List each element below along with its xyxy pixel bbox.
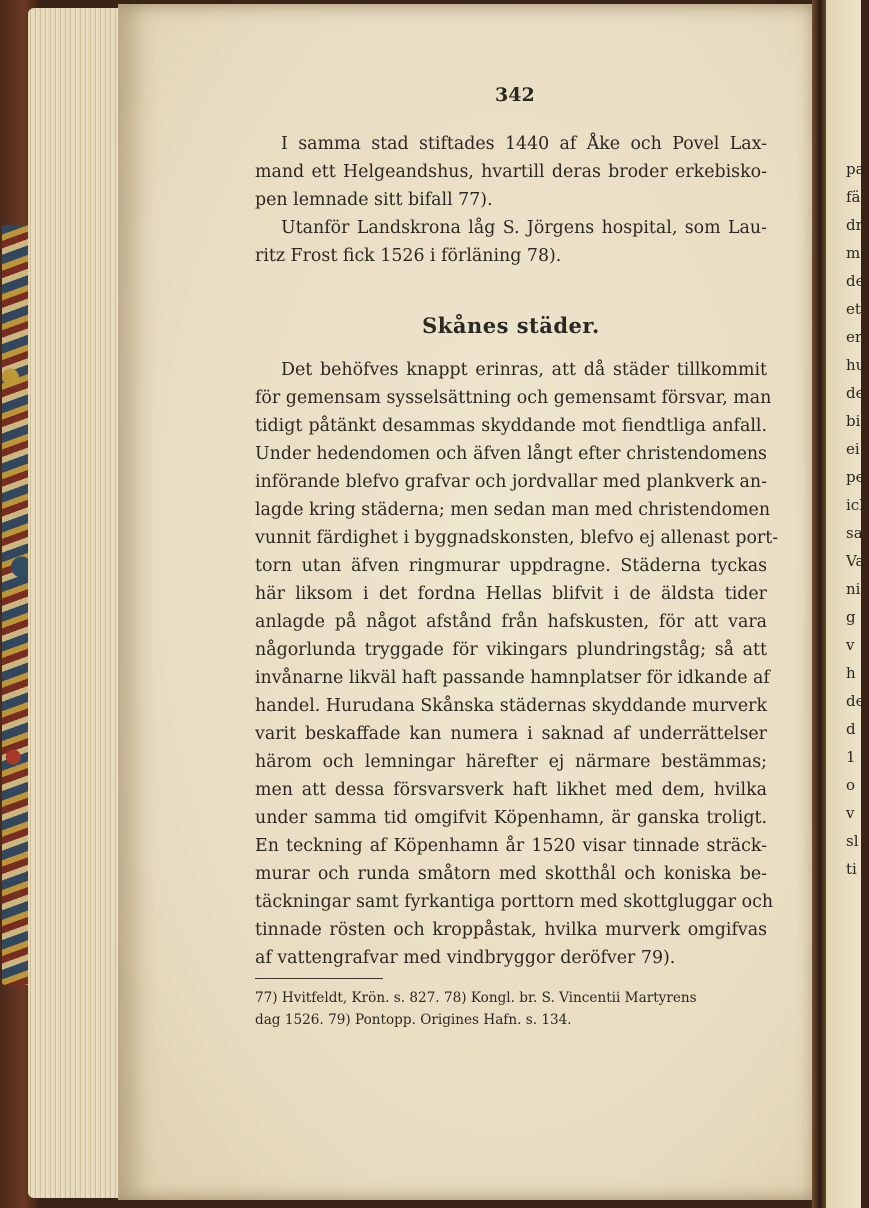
- text-line: handel. Hurudana Skånska städernas skyddande murverk: [255, 696, 767, 716]
- text-line: lagde kring städerna; men sedan man med christendomen: [255, 500, 771, 520]
- facing-page-fragment: fä: [846, 188, 861, 206]
- text-line: I samma stad stiftades 1440 af Åke och Povel Lax-: [281, 134, 767, 154]
- text-line: tinnade rösten och kroppåstak, hvilka murverk omgifvas: [255, 920, 767, 940]
- footnote-line: dag 1526. 79) Pontopp. Origines Hafn. s. 134.: [255, 1012, 572, 1028]
- facing-page-fragment: v: [846, 804, 855, 822]
- facing-page-fragment: dr: [846, 216, 863, 234]
- section-heading: Skånes städer.: [422, 313, 600, 338]
- text-line: varit beskaffade kan numera i saknad af underrättelser: [255, 724, 767, 744]
- text-line: för gemensam sysselsättning och gemensamt försvar, man: [255, 388, 772, 408]
- facing-page-fragment: o: [846, 776, 856, 794]
- facing-page-fragment: de: [846, 384, 865, 402]
- text-line: här liksom i det fordna Hellas blifvit i de äldsta tider: [255, 584, 767, 604]
- text-line: tidigt påtänkt desammas skyddande mot fiendtliga anfall.: [255, 416, 767, 436]
- top-paragraphs: [255, 130, 767, 270]
- facing-page-fragment: 1: [846, 748, 856, 766]
- facing-page-fragment: pa: [846, 160, 865, 178]
- facing-page-fragment: ni: [846, 580, 861, 598]
- facing-page-fragment: et: [846, 300, 861, 318]
- text-line: Under hedendomen och äfven långt efter christendomens: [255, 444, 767, 464]
- text-line: torn utan äfven ringmurar uppdragne. Städerna tyckas: [255, 556, 767, 576]
- text-line: murar och runda småtorn med skotthål och koniska be-: [255, 864, 767, 884]
- facing-page-fragment: v: [846, 636, 855, 654]
- footnote-line: 77) Hvitfeldt, Krön. s. 827. 78) Kongl. br. S. Vincentii Martyrens: [255, 990, 697, 1006]
- facing-page-fragment: me: [846, 244, 869, 262]
- text-line: pen lemnade sitt bifall 77).: [255, 190, 493, 210]
- text-line: En teckning af Köpenhamn år 1520 visar tinnade sträck-: [255, 836, 767, 856]
- text-line: mand ett Helgeandshus, hvartill deras broder erkebisko-: [255, 162, 767, 182]
- facing-page-fragment: de: [846, 272, 865, 290]
- text-line: invånarne likväl haft passande hamnplatser för idkande af: [255, 668, 770, 688]
- facing-page-fragment: ti: [846, 860, 857, 878]
- text-line: Utanför Landskrona låg S. Jörgens hospital, som Lau-: [281, 218, 767, 238]
- facing-page-fragment: er: [846, 328, 863, 346]
- text-line: vunnit färdighet i byggnadskonsten, blefvo ej allenast port-: [255, 528, 779, 548]
- text-line: ritz Frost fick 1526 i förläning 78).: [255, 246, 562, 266]
- facing-page: [826, 0, 869, 1208]
- text-line: införande blefvo grafvar och jordvallar med plankverk an-: [255, 472, 767, 492]
- text-line: af vattengrafvar med vindbryggor deröfver 79).: [255, 948, 676, 968]
- footnote-rule: [255, 978, 383, 979]
- facing-page-fragment: de: [846, 692, 865, 710]
- text-line: men att dessa försvarsverk haft likhet med dem, hvilka: [255, 780, 767, 800]
- facing-page-fragment: Va: [846, 552, 865, 570]
- main-paragraph: [255, 356, 779, 972]
- facing-page-fragment: ick: [846, 496, 869, 514]
- marbled-endpaper: [2, 225, 30, 985]
- text-line: täckningar samt fyrkantiga porttorn med skottgluggar och: [255, 892, 774, 912]
- facing-page-fragment: sl: [846, 832, 859, 850]
- text-line: någorlunda tryggade för vikingars plundringståg; så att: [255, 640, 767, 660]
- facing-page-fragment: ei: [846, 440, 860, 458]
- text-line: under samma tid omgifvit Köpenhamn, är ganska troligt.: [255, 808, 767, 828]
- text-line: Det behöfves knappt erinras, att då städer tillkommit: [281, 360, 767, 380]
- facing-page-fragment: d: [846, 720, 856, 738]
- facing-page-fragment: sa: [846, 524, 863, 542]
- facing-page-fragment: pe: [846, 468, 865, 486]
- page-number: 342: [495, 84, 535, 106]
- facing-page-fragment: h: [846, 664, 856, 682]
- text-line: härom och lemningar härefter ej närmare bestämmas;: [255, 752, 767, 772]
- facing-page-fragment: bi: [846, 412, 861, 430]
- text-line: anlagde på något afstånd från hafskusten, för att vara: [255, 612, 767, 632]
- facing-page-fragment: g: [846, 608, 856, 626]
- facing-page-fragment: hu: [846, 356, 866, 374]
